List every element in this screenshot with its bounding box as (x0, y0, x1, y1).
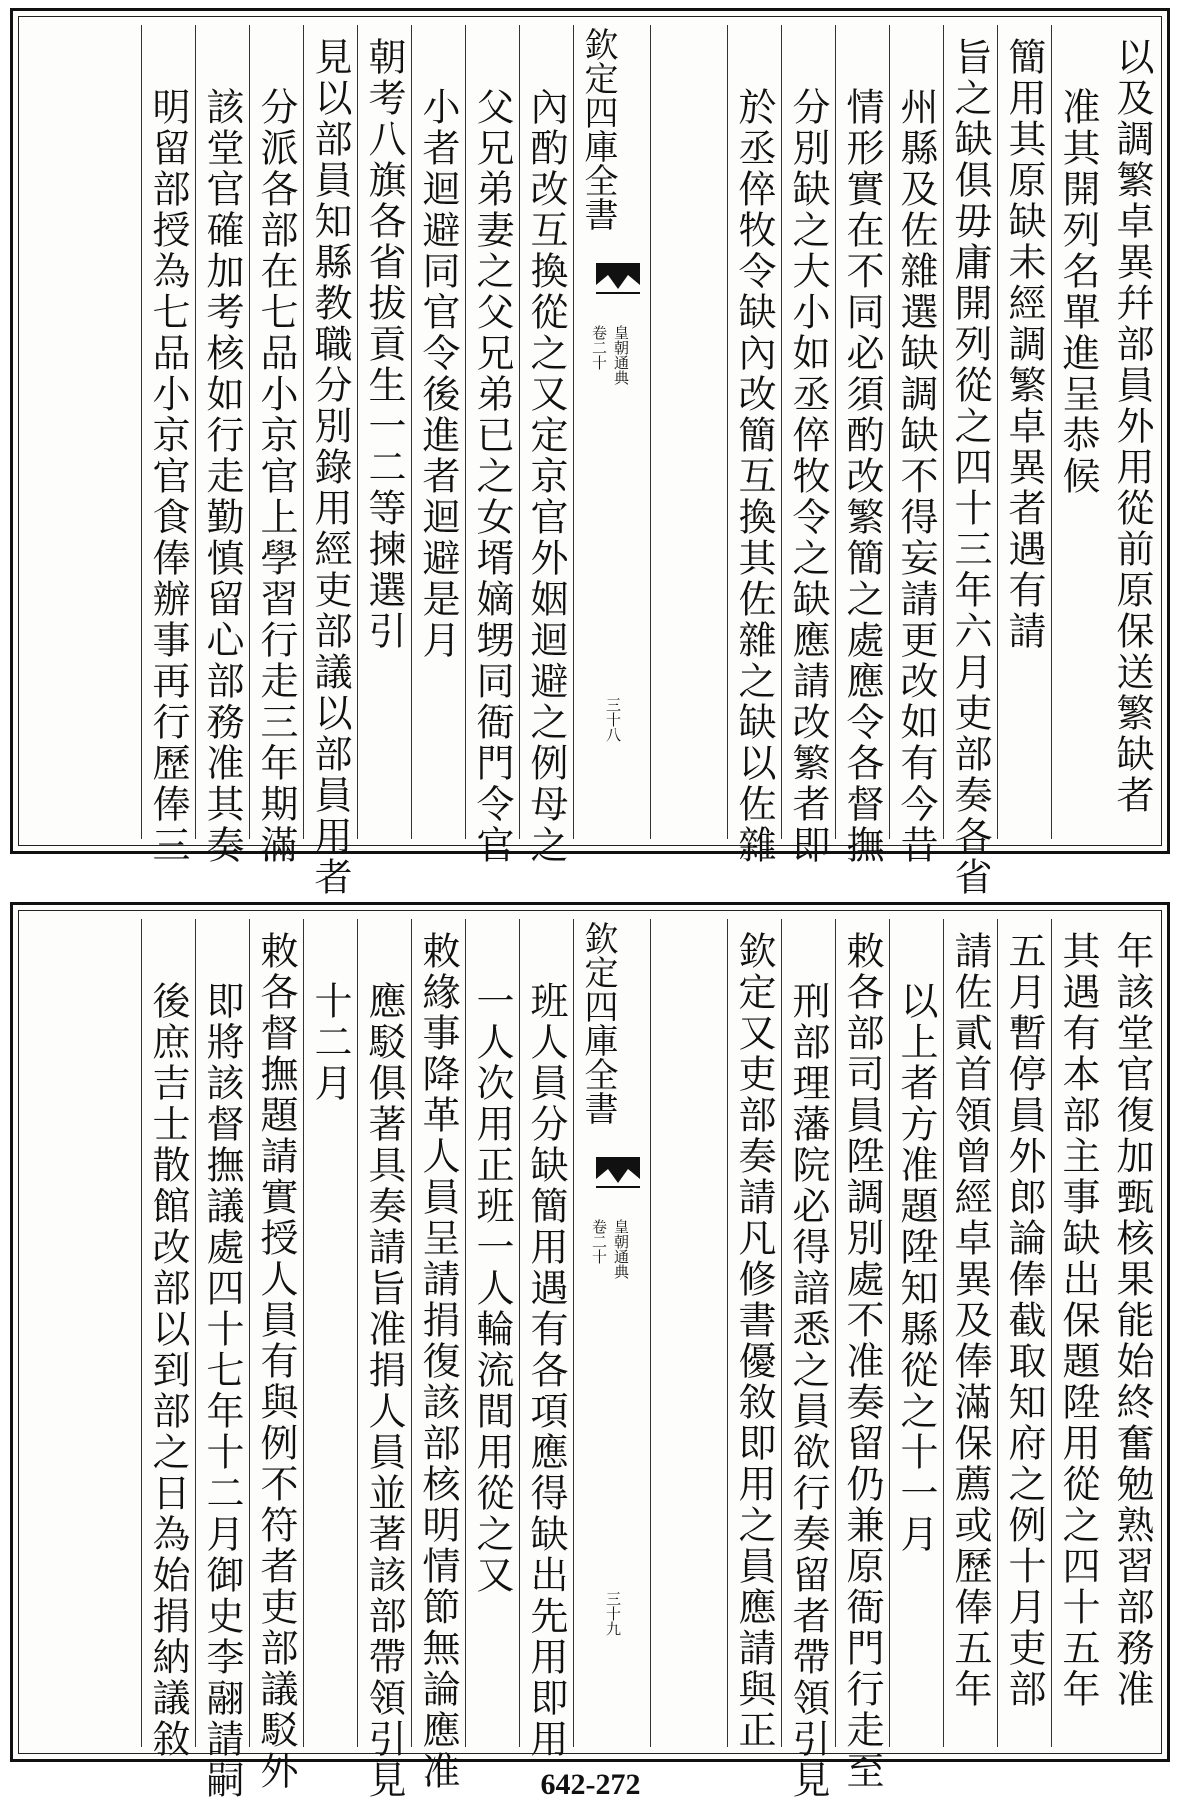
column-text: 應駁俱著具奏請旨准捐人員並著該部帶領引見 (362, 981, 406, 1801)
center-fold (573, 919, 651, 1747)
folio-number: 三十九 (604, 1591, 622, 1636)
book-title: 欽定四庫全書 (578, 921, 618, 1125)
text-column (781, 919, 835, 1801)
text-column (249, 25, 303, 866)
column-text: 刑部理藩院必得諳悉之員欲行奏留者帶領引見 (786, 981, 830, 1801)
column-text: 五月暫停員外郎論俸截取知府之例十月吏部 (1002, 931, 1046, 1710)
column-text: 簡用其原缺未經調繁卓異者遇有請 (1002, 37, 1046, 652)
column-text: 班人員分缺簡用遇有各項應得缺出先用即用 (524, 981, 568, 1760)
text-column (195, 25, 249, 866)
text-column (249, 919, 303, 1792)
text-column (727, 919, 781, 1751)
text-column (357, 919, 411, 1801)
text-column (997, 919, 1051, 1747)
column-text: 其遇有本部主事缺出保題陞用從之四十五年 (1056, 931, 1100, 1710)
column-text: 以上者方准題陞知縣從之十一月 (894, 981, 938, 1555)
column-text: 分派各部在七品小京官上學習行走三年期滿 (254, 87, 298, 866)
column-text: 一人次用正班一人輪流間用從之又 (470, 981, 514, 1596)
column-text: 州縣及佐雜選缺調缺不得妄請更改如有今昔 (894, 87, 938, 866)
text-column (411, 919, 465, 1792)
text-column (357, 25, 411, 839)
text-column (141, 919, 195, 1760)
text-column (303, 25, 357, 898)
column-text: 小者迴避同官令後進者迴避是月 (416, 87, 460, 661)
column-text: 該堂官確加考核如行走勤慎留心部務准其奏 (200, 87, 244, 866)
fish-tail-mark-icon (596, 1157, 640, 1197)
text-column (997, 25, 1051, 839)
text-column (411, 25, 465, 839)
column-text: 即將該督撫議處四十七年十二月御史李翮請嗣 (200, 981, 244, 1801)
column-text: 旨之缺俱毋庸開列從之四十三年六月吏部奏各省 (948, 37, 992, 898)
column-text: 分別缺之大小如丞倅牧令之缺應請改繁者即 (786, 87, 830, 866)
column-text: 明留部授為七品小京官食俸辦事再行歷俸三 (146, 87, 190, 866)
text-column (519, 25, 573, 866)
page-number: 642-272 (540, 1768, 641, 1801)
book-title: 欽定四庫全書 (578, 27, 618, 231)
column-text: 十二月 (308, 981, 352, 1104)
text-column (781, 25, 835, 866)
text-column (1051, 919, 1105, 1747)
column-text: 敕各督撫題請實授人員有與例不符者吏部議駁外 (254, 931, 298, 1792)
column-text: 請佐貳首領曾經卓異及俸滿保薦或歷俸五年 (948, 931, 992, 1710)
text-column (465, 25, 519, 866)
column-text: 於丞倅牧令缺內改簡互換其佐雜之缺以佐雜 (732, 87, 776, 866)
text-column (465, 919, 519, 1747)
text-column (303, 919, 357, 1747)
text-column (835, 25, 889, 866)
folio-number: 三十八 (604, 697, 622, 742)
text-column (943, 919, 997, 1747)
text-column (519, 919, 573, 1760)
text-column (195, 919, 249, 1801)
text-column (1105, 25, 1159, 839)
column-text: 朝考八旗各省拔貢生一二等揀選引 (362, 37, 406, 652)
column-text: 敕緣事降革人員呈請捐復該部核明情節無論應准 (416, 931, 460, 1792)
column-text: 准其開列名單進呈恭候 (1056, 87, 1100, 497)
text-column (889, 919, 943, 1747)
column-text: 情形實在不同必須酌改繁簡之處應令各督撫 (840, 87, 884, 866)
page-top (10, 8, 1170, 898)
column-text: 以及調繁卓異幷部員外用從前原保送繁缺者 (1110, 37, 1154, 816)
column-text: 見以部員知縣教職分別錄用經吏部議以部員用者 (308, 37, 352, 898)
column-text: 敕各部司員陞調別處不准奏留仍兼原衙門行走至 (840, 931, 884, 1792)
column-text: 欽定又吏部奏請凡修書優敘即用之員應請與正 (732, 931, 776, 1751)
center-fold (573, 25, 651, 839)
column-text: 年該堂官復加甄核果能始終奮勉熟習部務准 (1110, 931, 1154, 1710)
book-subtitle: 皇朝通典 (612, 325, 630, 385)
column-text: 父兄弟妻之父兄弟已之女壻嫡甥同衙門令官 (470, 87, 514, 866)
text-column (1051, 25, 1105, 839)
text-column (141, 25, 195, 866)
volume-label: 卷二十 (590, 325, 608, 370)
fish-tail-mark-icon (596, 263, 640, 303)
book-subtitle: 皇朝通典 (612, 1219, 630, 1279)
column-text: 內酌改互換從之又定京官外姻迴避之例母之 (524, 87, 568, 866)
volume-label: 卷二十 (590, 1219, 608, 1264)
text-column (943, 25, 997, 898)
text-column (727, 25, 781, 866)
text-column (889, 25, 943, 866)
text-column (1105, 919, 1159, 1747)
text-column (835, 919, 889, 1792)
column-text: 後庶吉士散館改部以到部之日為始捐納議敘 (146, 981, 190, 1760)
